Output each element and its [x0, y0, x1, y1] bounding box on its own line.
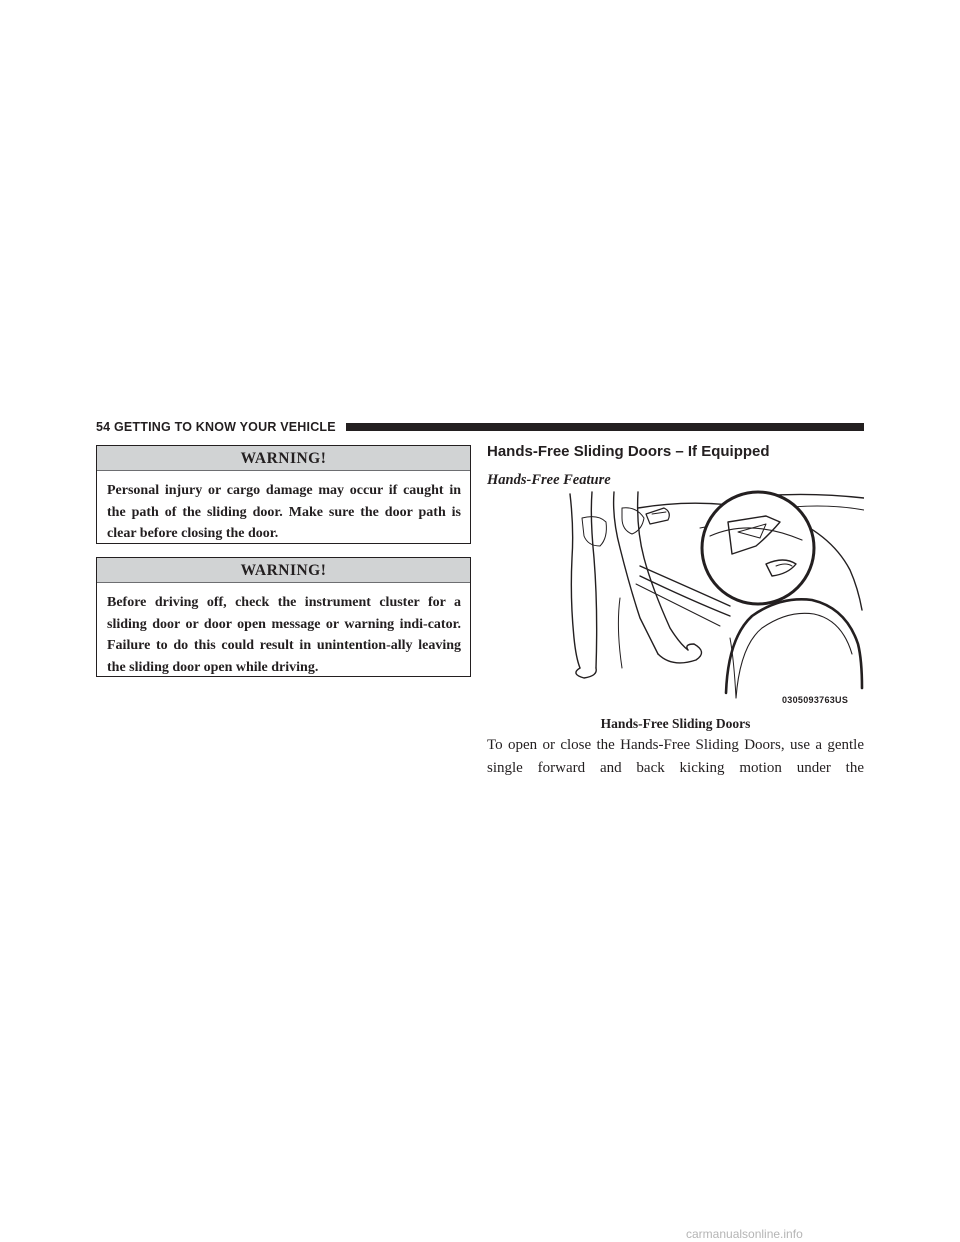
header-rule — [346, 423, 864, 431]
warning-title: WARNING! — [97, 446, 470, 471]
warning-text: Before driving off, check the instrument cluster for a sliding door or door open message or warning indi-cator. Failure to do this could result in unintention-ally leaving the sliding door open while driving. — [107, 595, 461, 675]
warning-box-driving-off — [96, 557, 471, 677]
page-header — [96, 419, 864, 435]
page-header-label: 54 GETTING TO KNOW YOUR VEHICLE — [96, 419, 342, 435]
warning-box-caught — [96, 445, 471, 544]
subsection-title: Hands-Free Feature — [487, 472, 611, 488]
figure-code: 0305093763US — [782, 695, 849, 705]
figure-caption: Hands-Free Sliding Doors — [600, 716, 751, 731]
body-paragraph: To open or close the Hands-Free Sliding Doors, use a gentle single forward and back kicking motion under the — [487, 737, 864, 776]
warning-title: WARNING! — [97, 558, 470, 583]
hands-free-kick-illustration — [540, 488, 864, 710]
section-title: Hands-Free Sliding Doors – If Equipped — [487, 443, 770, 460]
warning-text: Personal injury or cargo damage may occur if caught in the path of the sliding door. Make sure the door path is clear before closing the door. — [107, 483, 461, 541]
watermark: carmanualsonline.info — [686, 1227, 803, 1241]
